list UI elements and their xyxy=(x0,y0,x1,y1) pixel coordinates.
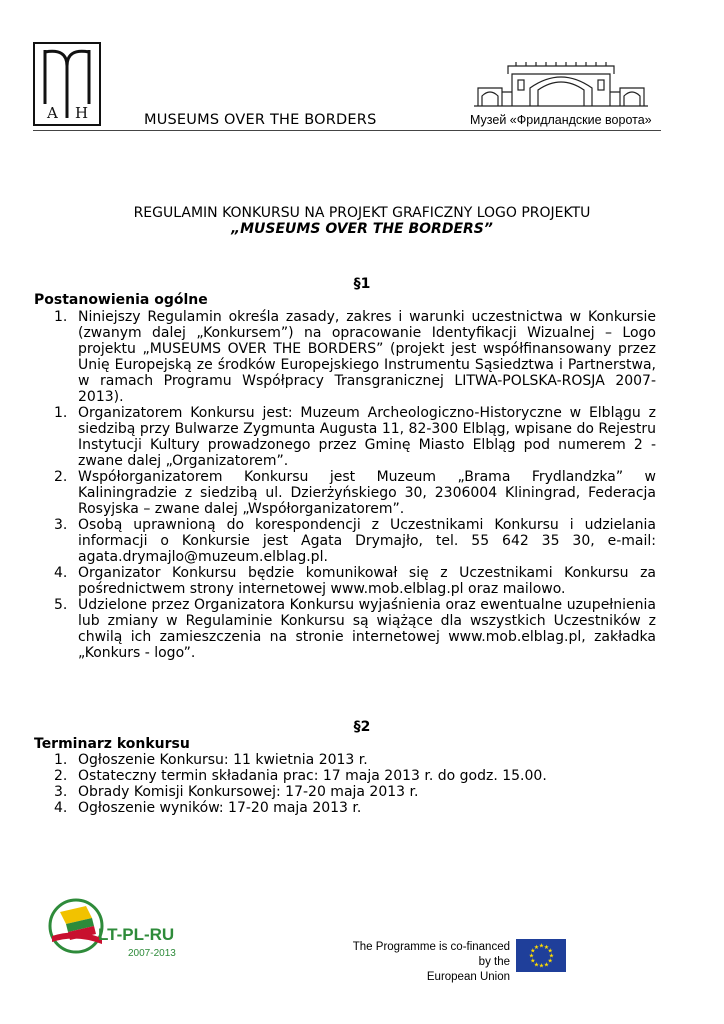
item-text: Ostateczny termin składania prac: 17 maja 2013 r. do godz. 15.00. xyxy=(78,768,547,784)
eu-star-icon: ★ xyxy=(538,942,545,950)
item-text: Ogłoszenie wyników: 17-20 maja 2013 r. xyxy=(78,800,362,816)
eu-star-icon: ★ xyxy=(538,962,545,970)
list-item xyxy=(34,752,656,768)
section-1-list xyxy=(34,309,656,661)
item-number: 1. xyxy=(54,309,68,325)
item-number: 4. xyxy=(54,800,68,816)
gate-museum-caption: Музей «Фридландские ворота» xyxy=(470,113,652,127)
list-item xyxy=(34,469,656,517)
eu-star-icon: ★ xyxy=(548,952,555,960)
item-text: Ogłoszenie Konkursu: 11 kwietnia 2013 r. xyxy=(78,752,368,768)
eu-star-icon: ★ xyxy=(533,961,540,969)
item-number: 2. xyxy=(54,469,68,485)
item-number: 4. xyxy=(54,565,68,581)
list-item xyxy=(34,784,656,800)
item-text: Udzielone przez Organizatora Konkursu wyjaśnienia oraz ewentualne uzupełnienia lub zmiany w Regulaminie Konkursu są wiążące dla wszystkich Uczestników z chwilą ich zamieszczenia na stronie internetowej www.mob.elblag.pl, zakładka „Konkurs - logo”. xyxy=(78,597,656,661)
item-text: Niniejszy Regulamin określa zasady, zakres i warunki uczestnictwa w Konkursie (zwanym dalej „Konkursem”) na opracowanie Identyfikacji Wizualnej – Logo projektu „MUSEUMS OVER THE BORDERS” (projekt jest współfinansowany przez Unię Europejską ze środków Europejskiego Instrumentu Sąsiedztwa i Partnerstwa, w ramach Programu Współpracy Transgranicznej LITWA-POLSKA-ROSJA 2007-2013). xyxy=(78,309,656,405)
eu-star-icon: ★ xyxy=(543,944,550,952)
item-text: Obrady Komisji Konkursowej: 17-20 maja 2013 r. xyxy=(78,784,419,800)
header-divider xyxy=(33,130,661,131)
item-number: 1. xyxy=(54,752,68,768)
eu-star-icon: ★ xyxy=(547,947,553,955)
eu-flag-icon xyxy=(516,939,566,972)
section-1-mark: §1 xyxy=(353,276,371,292)
item-number: 3. xyxy=(54,517,68,533)
cofinance-line-1: The Programme is co-financed by the xyxy=(352,941,510,968)
list-item xyxy=(34,309,656,405)
item-number: 5. xyxy=(54,597,68,613)
cofinance-line-2: European Union xyxy=(426,971,510,983)
section-2-list xyxy=(34,752,656,816)
lt-pl-ru-programme-logo xyxy=(46,892,202,966)
logo-letter-a: A xyxy=(47,104,58,122)
list-item xyxy=(34,405,656,469)
eu-star-icon: ★ xyxy=(530,947,536,955)
eu-star-icon: ★ xyxy=(533,944,540,952)
header-title: MUSEUMS OVER THE BORDERS xyxy=(144,112,377,128)
item-text: Organizatorem Konkursu jest: Muzeum Archeologiczno-Historyczne w Elblągu z siedzibą przy Bulwarze Zygmunta Augusta 11, 82-300 Elbląg, wpisane do Rejestru Instytucji Kultury prowadzonego przez Gminę Miasto Elbląg pod numerem 2 - zwane dalej „Organizatorem”. xyxy=(78,405,657,469)
eu-star-icon: ★ xyxy=(547,957,553,965)
list-item xyxy=(34,768,656,784)
friedland-gate-logo xyxy=(472,58,650,110)
item-number: 1. xyxy=(54,405,68,421)
cofinance-statement xyxy=(340,940,510,985)
section-2-heading: Terminarz konkursu xyxy=(34,736,190,752)
eu-star-icon: ★ xyxy=(543,961,550,969)
list-item xyxy=(34,565,656,597)
section-1-heading: Postanowienia ogólne xyxy=(34,292,208,308)
list-item xyxy=(34,597,656,661)
eu-star-icon: ★ xyxy=(528,952,535,960)
list-item xyxy=(34,517,656,565)
item-text: Osobą uprawnioną do korespondencji z Uczestnikami Konkursu i udzielania informacji o Konkursie jest Agata Drymajło, tel. 55 642 35 30, e-mail: agata.drymajlo@muzeum.elblag.pl. xyxy=(78,517,656,565)
item-text: Organizator Konkursu będzie komunikował się z Uczestnikami Konkursu za pośrednictwem strony internetowej www.mob.elblag.pl oraz mailowo. xyxy=(78,565,656,597)
programme-logo-text: LT-PL-RU xyxy=(98,925,175,944)
document-title-line-2: „MUSEUMS OVER THE BORDERS” xyxy=(231,221,493,237)
logo-letter-h: H xyxy=(75,104,89,122)
section-2-mark: §2 xyxy=(353,719,371,735)
item-text: Współorganizatorem Konkursu jest Muzeum „Brama Frydlandzka” w Kaliningradzie z siedzibą ul. Dzierżyńskiego 30, 2306004 Kliningrad, Federacja Rosyjska – zwane dalej „Współorganizatorem”. xyxy=(78,469,656,517)
museum-monogram-logo xyxy=(33,42,101,126)
programme-years: 2007-2013 xyxy=(128,948,176,959)
document-title-line-1: REGULAMIN KONKURSU NA PROJEKT GRAFICZNY LOGO PROJEKTU xyxy=(133,205,591,221)
item-number: 3. xyxy=(54,784,68,800)
item-number: 2. xyxy=(54,768,68,784)
list-item xyxy=(34,800,656,816)
eu-star-icon: ★ xyxy=(530,957,536,965)
